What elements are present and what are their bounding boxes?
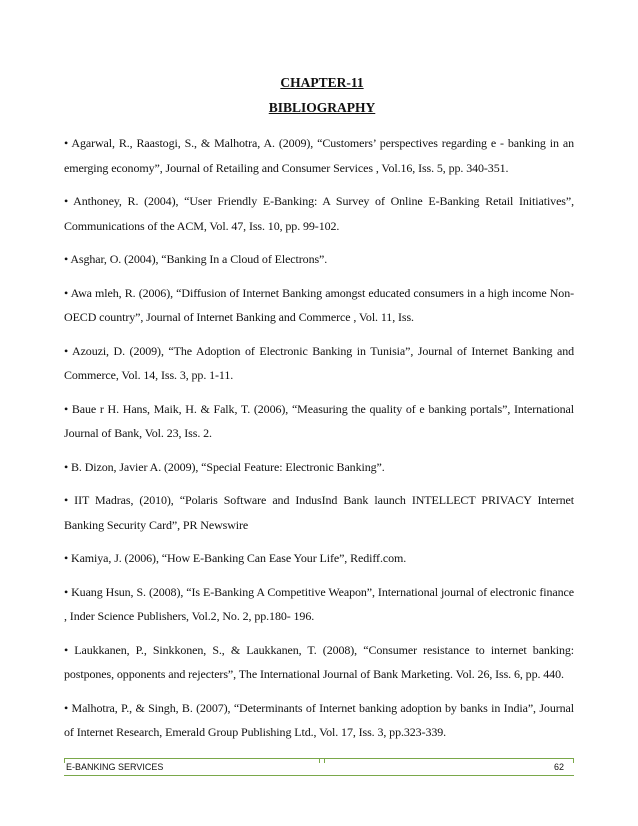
page-footer: [64, 758, 574, 776]
page-number: 62: [553, 762, 564, 772]
footer-title: E-BANKING SERVICES: [66, 762, 164, 772]
footer-divider-tick: [319, 759, 320, 763]
bibliography-heading: BIBLIOGRAPHY: [268, 100, 376, 115]
reference-item: • Baue r H. Hans, Maik, H. & Falk, T. (2006), “Measuring the quality of e banking portals”, International Journal of Bank, Vol. 23, Iss. 2.: [64, 401, 574, 440]
chapter-heading: CHAPTER-11: [280, 75, 364, 90]
reference-item: • Asghar, O. (2004), “Banking In a Cloud of Electrons”.: [64, 252, 328, 266]
reference-item: • Agarwal, R., Raastogi, S., & Malhotra, A. (2009), “Customers’ perspectives regarding e - banking in an emerging economy”, Journal of Retailing and Consumer Services , Vol.16, Iss. 5, pp. 340-351.: [64, 136, 574, 175]
reference-item: • Malhotra, P., & Singh, B. (2007), “Determinants of Internet banking adoption by banks in India”, Journal of Internet Research, Emerald Group Publishing Ltd., Vol. 17, Iss. 3, pp.323-339.: [64, 700, 574, 739]
reference-item: • Laukkanen, P., Sinkkonen, S., & Laukkanen, T. (2008), “Consumer resistance to internet banking: postpones, opponents and rejecters”, The International Journal of Bank Marketing. Vol. 26, Iss. 6, pp. 440.: [64, 642, 574, 681]
reference-list: [64, 131, 574, 754]
reference-item: • Anthoney, R. (2004), “User Friendly E-Banking: A Survey of Online E-Banking Retail Initiatives”, Communications of the ACM, Vol. 47, Iss. 10, pp. 99-102.: [64, 194, 574, 233]
footer-divider-tick: [573, 759, 574, 763]
reference-item: • Kuang Hsun, S. (2008), “Is E-Banking A Competitive Weapon”, International journal of electronic finance , Inder Science Publishers, Vol.2, No. 2, pp.180- 196.: [64, 584, 574, 623]
reference-item: • IIT Madras, (2010), “Polaris Software and IndusInd Bank launch INTELLECT PRIVACY Internet Banking Security Card”, PR Newswire: [64, 493, 574, 532]
footer-divider-tick: [324, 759, 325, 763]
footer-divider-tick: [64, 759, 65, 763]
reference-item: • Azouzi, D. (2009), “The Adoption of Electronic Banking in Tunisia”, Journal of Internet Banking and Commerce, Vol. 14, Iss. 3, pp. 1-11.: [64, 343, 574, 382]
reference-item: • Kamiya, J. (2006), “How E-Banking Can Ease Your Life”, Rediff.com.: [64, 551, 407, 565]
reference-item: • Awa mleh, R. (2006), “Diffusion of Internet Banking amongst educated consumers in a high income Non-OECD country”, Journal of Internet Banking and Commerce , Vol. 11, Iss.: [64, 285, 574, 324]
reference-item: • B. Dizon, Javier A. (2009), “Special Feature: Electronic Banking”.: [64, 459, 385, 474]
